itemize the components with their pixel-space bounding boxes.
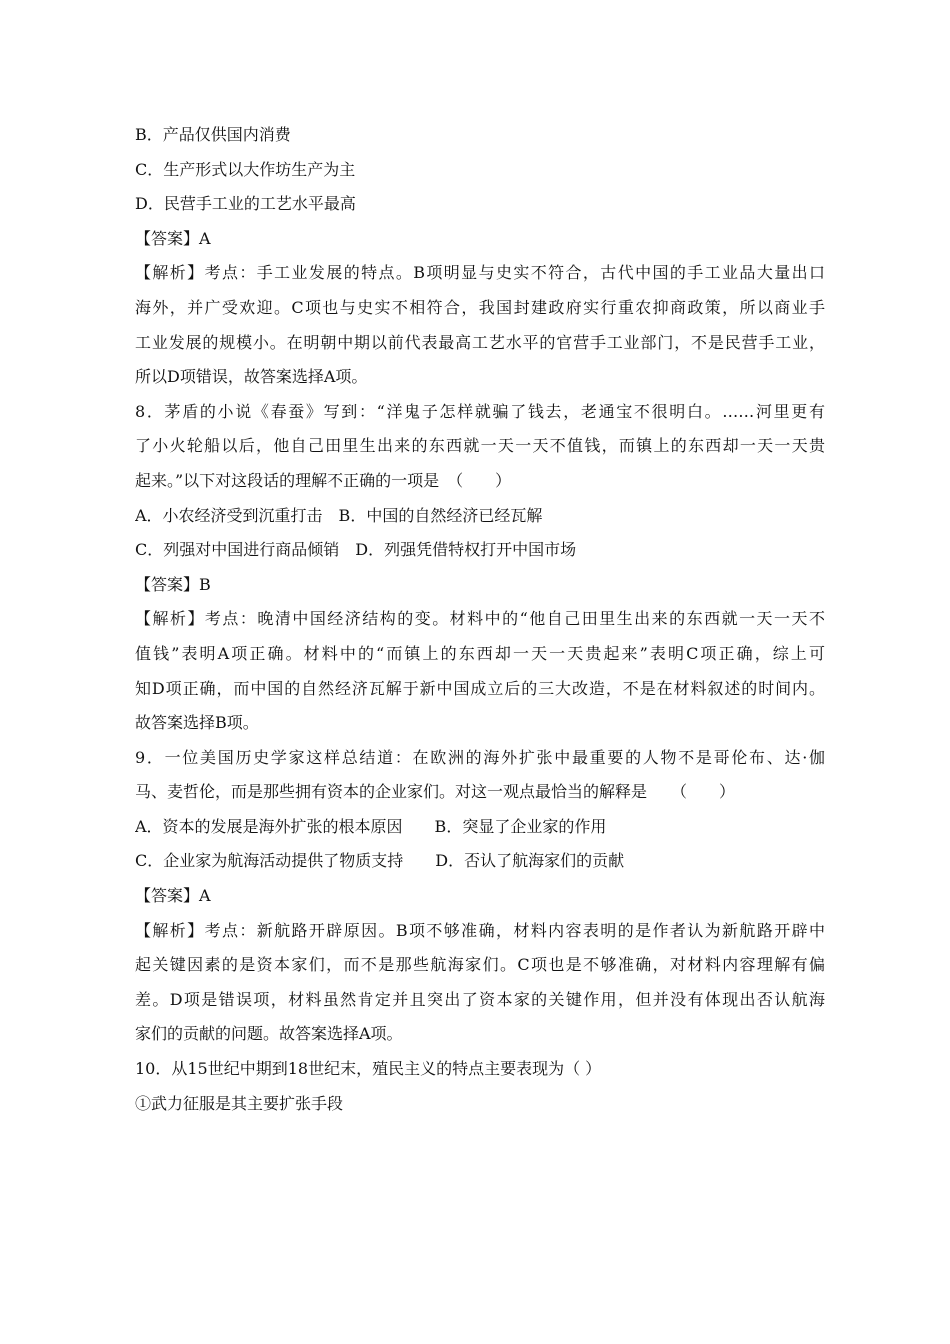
option-line: C．企业家为航海活动提供了物质支持 D．否认了航海家们的贡献 [135, 851, 625, 871]
option-d-line: D．民营手工业的工艺水平最高 [135, 194, 356, 214]
answer-line: 【答案】A [135, 886, 211, 906]
analysis-line: 值钱”表明A项正确。材料中的“而镇上的东西却一天一天贵起来”表明C项正确，综上可 [135, 643, 825, 663]
analysis-line: 所以D项错误，故答案选择A项。 [135, 367, 368, 387]
question-10-item: ①武力征服是其主要扩张手段 [135, 1093, 344, 1113]
document-body [135, 118, 825, 1121]
analysis-line: 起关键因素的是资本家们，而不是那些航海家们。C项也是不够准确，对材料内容理解有偏 [135, 955, 825, 975]
analysis-line: 差。D项是错误项，材料虽然肯定并且突出了资本家的关键作用，但并没有体现出否认航海 [135, 989, 825, 1009]
answer-line: 【答案】B [135, 574, 211, 594]
analysis-line: 海外，并广受欢迎。C项也与史实不相符合，我国封建政府实行重农抑商政策，所以商业手 [135, 297, 825, 317]
option-line: C．列强对中国进行商品倾销 D．列强凭借特权打开中国市场 [135, 540, 577, 560]
analysis-line: 【解析】考点：新航路开辟原因。B项不够准确，材料内容表明的是作者认为新航路开辟中 [135, 920, 825, 940]
question-10-line: 10．从15世纪中期到18世纪末，殖民主义的特点主要表现为（ ） [135, 1059, 602, 1079]
question-8-line: 了小火轮船以后，他自己田里生出来的东西就一天一天不值钱，而镇上的东西却一天一天贵 [135, 436, 825, 456]
analysis-line: 【解析】考点：手工业发展的特点。B项明显与史实不符合，古代中国的手工业品大量出口 [135, 263, 825, 283]
question-8-line: 起来。”以下对这段话的理解不正确的一项是 （ ） [135, 470, 512, 490]
question-9-line: 马、麦哲伦，而是那些拥有资本的企业家们。对这一观点最恰当的解释是 （ ） [135, 782, 736, 802]
analysis-line: 【解析】考点：晚清中国经济结构的变。材料中的“他自己田里生出来的东西就一天一天不 [135, 609, 825, 629]
question-9-line: 9．一位美国历史学家这样总结道：在欧洲的海外扩张中最重要的人物不是哥伦布、达·伽 [135, 747, 825, 767]
analysis-line: 工业发展的规模小。在明朝中期以前代表最高工艺水平的官营手工业部门，不是民营手工业， [135, 332, 825, 352]
analysis-line: 家们的贡献的问题。故答案选择A项。 [135, 1024, 403, 1044]
option-line: A．资本的发展是海外扩张的根本原因 B．突显了企业家的作用 [135, 816, 607, 836]
option-c-line: C．生产形式以大作坊生产为主 [135, 159, 356, 179]
analysis-line: 故答案选择B项。 [135, 713, 259, 733]
answer-line: 【答案】A [135, 228, 211, 248]
option-b-line: B．产品仅供国内消费 [135, 125, 291, 144]
analysis-line: 知D项正确，而中国的自然经济瓦解于新中国成立后的三大改造，不是在材料叙述的时间内。 [135, 678, 825, 698]
option-line: A．小农经济受到沉重打击 B．中国的自然经济已经瓦解 [135, 505, 543, 525]
question-8-line: 8．茅盾的小说《春蚕》写到：“洋鬼子怎样就骗了钱去，老通宝不很明白。……河里更有 [135, 401, 825, 421]
